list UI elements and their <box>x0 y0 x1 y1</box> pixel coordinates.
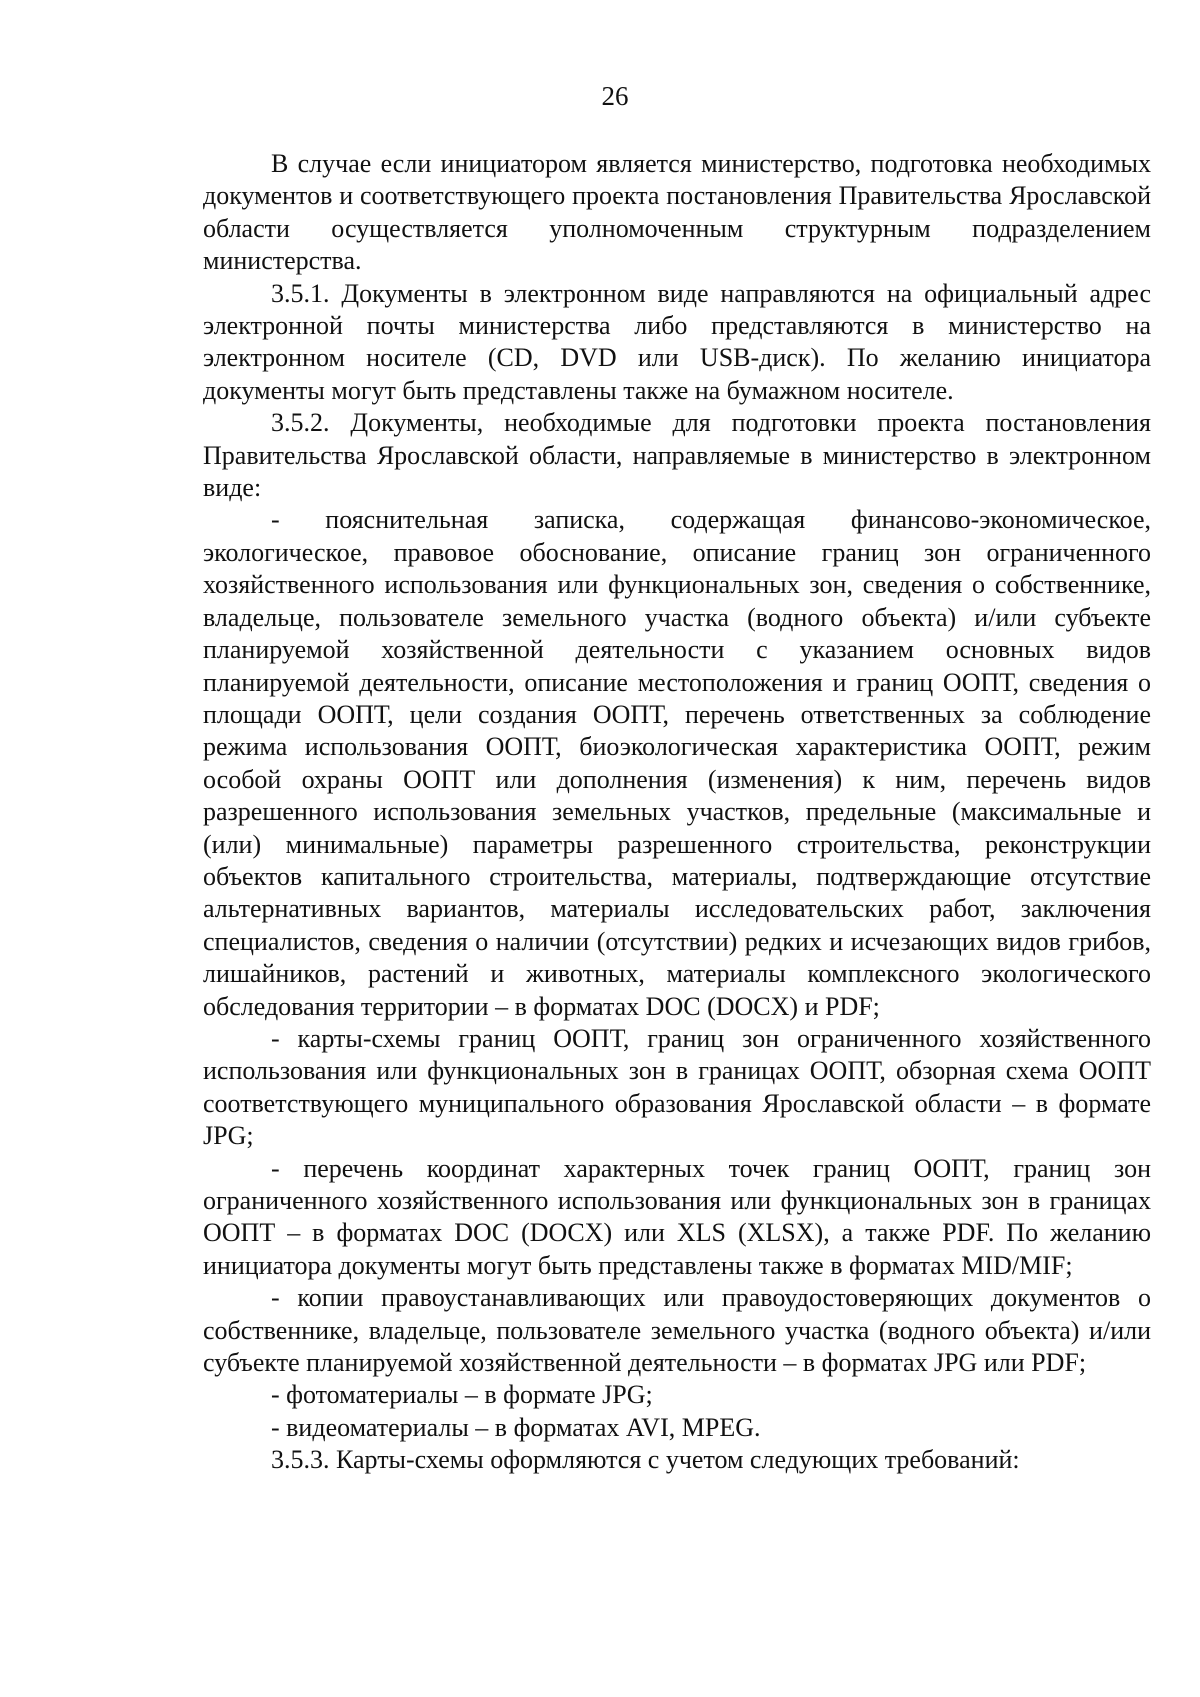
paragraph-3-5-2: 3.5.2. Документы, необходимые для подготовки проекта постановления Правительства Ярославской области, направляемые в министерство в электронном виде: <box>203 408 1151 503</box>
paragraph-initiator-ministry: В случае если инициатором является министерство, подготовка необходимых документов и соответствующего проекта постановления Правительства Ярославской области осуществляется уполномоченным структурным подразделением министерства. <box>203 149 1151 276</box>
page-number: 26 <box>601 81 629 111</box>
list-item-photos: - фотоматериалы – в формате JPG; <box>271 1380 653 1410</box>
document-body <box>203 148 1151 1477</box>
list-item-explanatory-note: - пояснительная записка, содержащая финансово-экономическое, экологическое, правовое обоснование, описание границ зон ограниченного хозяйственного использования или функциональных зон, сведения о собственнике, владельце, пользователе земельного участка (водного объекта) и/или субъекте планируемой хозяйственной деятельности с указанием основных видов планируемой деятельности, описание местоположения и границ ООПТ, сведения о площади ООПТ, цели создания ООПТ, перечень ответственных за соблюдение режима использования ООПТ, биоэкологическая характеристика ООПТ, режим особой охраны ООПТ или дополнения (изменения) к ним, перечень видов разрешенного использования земельных участков, предельные (максимальные и (или) минимальные) параметры разрешенного строительства, реконструкции объектов капитального строительства, материалы, подтверждающие отсутствие альтернативных вариантов, материалы исследовательских работ, заключения специалистов, сведения о наличии (отсутствии) редких и исчезающих видов грибов, лишайников, растений и животных, материалы комплексного экологического обследования территории – в форматах DOC (DOCX) и PDF; <box>203 505 1151 1021</box>
list-item-coordinates: - перечень координат характерных точек границ ООПТ, границ зон ограниченного хозяйственного использования или функциональных зон в границах ООПТ – в форматах DOC (DOCX) или XLS (XLSX), а также PDF. По желанию инициатора документы могут быть представлены также в форматах MID/MIF; <box>203 1153 1151 1280</box>
paragraph-3-5-3: 3.5.3. Карты-схемы оформляются с учетом следующих требований: <box>271 1445 1020 1475</box>
list-item-videos: - видеоматериалы – в форматах AVI, MPEG. <box>271 1412 761 1442</box>
paragraph-3-5-1: 3.5.1. Документы в электронном виде направляются на официальный адрес электронной почты министерства либо представляются в министерство на электронном носителе (CD, DVD или USB-диск). По желанию инициатора документы могут быть представлены также на бумажном носителе. <box>203 278 1151 405</box>
list-item-title-documents: - копии правоустанавливающих или правоудостоверяющих документов о собственнике, владельце, пользователе земельного участка (водного объекта) и/или субъекте планируемой хозяйственной деятельности – в форматах JPG или PDF; <box>203 1283 1151 1378</box>
list-item-map-schemes: - карты-схемы границ ООПТ, границ зон ограниченного хозяйственного использования или функциональных зон в границах ООПТ, обзорная схема ООПТ соответствующего муниципального образования Ярославской области – в формате JPG; <box>203 1023 1151 1151</box>
